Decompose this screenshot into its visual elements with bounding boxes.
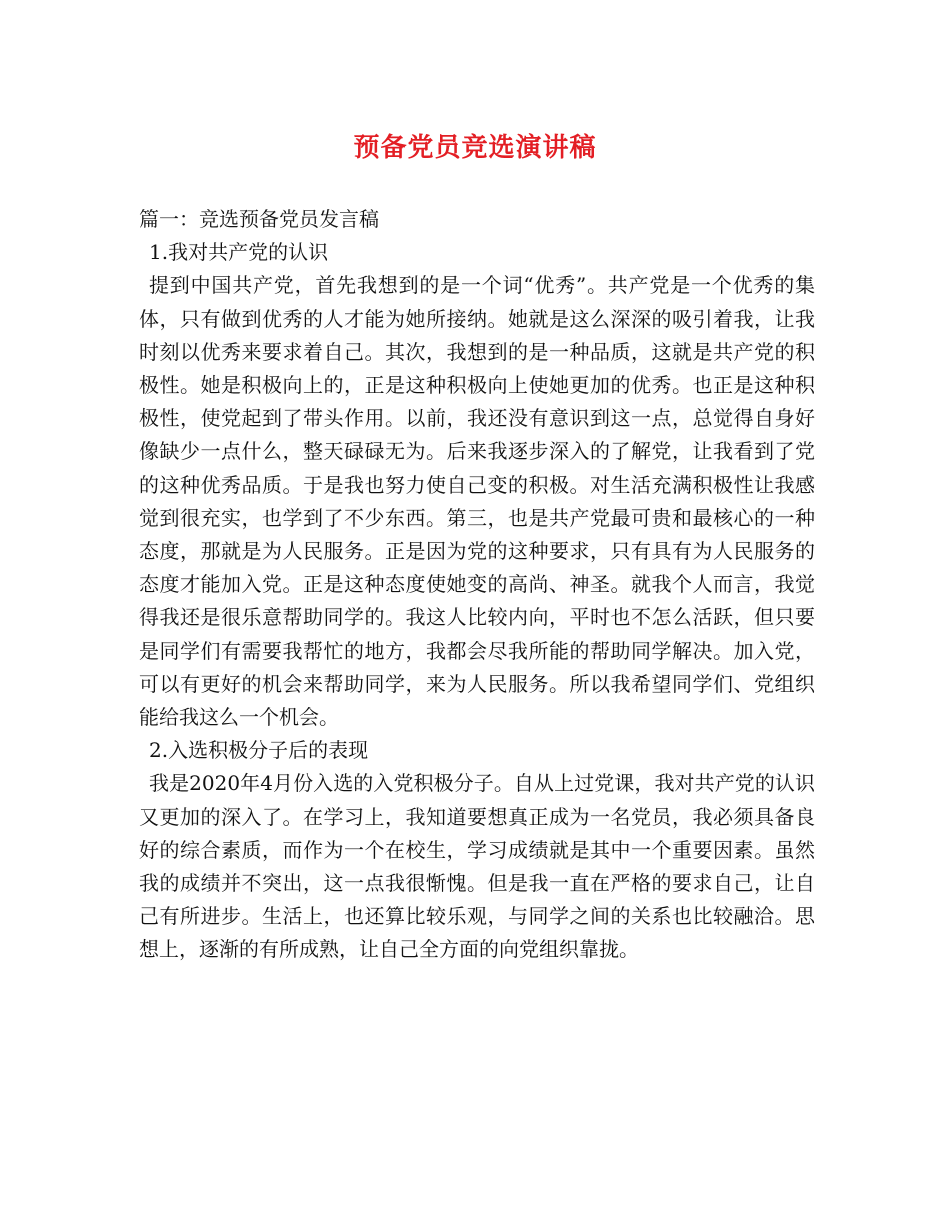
document-body xyxy=(139,203,815,967)
paragraph-performance: 我是2020年4月份入选的入党积极分子。自从上过党课，我对共产党的认识又更加的深入了。在学习上，我知道要想真正成为一名党员，我必须具备良好的综合素质，而作为一个在校生，学习成绩就是其中一个重要因素。虽然我的成绩并不突出，这一点我很惭愧。但是我一直在严格的要求自己，让自己有所进步。生活上，也还算比较乐观，与同学之间的关系也比较融洽。思想上，逐渐的有所成熟，让自己全方面的向党组织靠拢。 xyxy=(139,771,815,962)
paragraph-understanding: 提到中国共产党，首先我想到的是一个词“优秀”。共产党是一个优秀的集体，只有做到优秀的人才能为她所接纳。她就是这么深深的吸引着我，让我时刻以优秀来要求着自己。其次，我想到的是一种品质，这就是共产党的积极性。她是积极向上的，正是这种积极向上使她更加的优秀。也正是这种积极性，使党起到了带头作用。以前，我还没有意识到这一点，总觉得自身好像缺少一点什么，整天碌碌无为。后来我逐步深入的了解党，让我看到了党的这种优秀品质。于是我也努力使自己变的积极。对生活充满积极性让我感觉到很充实，也学到了不少东西。第三，也是共产党最可贵和最核心的一种态度，那就是为人民服务。正是因为党的这种要求，只有具有为人民服务的态度才能加入党。正是这种态度使她变的高尚、神圣。就我个人而言，我觉得我还是很乐意帮助同学的。我这人比较内向，平时也不怎么活跃，但只要是同学们有需要我帮忙的地方，我都会尽我所能的帮助同学解决。加入党，可以有更好的机会来帮助同学，来为人民服务。所以我希望同学们、党组织能给我这么一个机会。 xyxy=(139,273,815,730)
document-title: 预备党员竞选演讲稿 xyxy=(353,133,597,163)
subheading-performance: 2.入选积极分子后的表现 xyxy=(149,738,369,763)
subheading-understanding: 1.我对共产党的认识 xyxy=(149,240,329,265)
section-heading: 篇一：竞选预备党员发言稿 xyxy=(139,207,379,231)
